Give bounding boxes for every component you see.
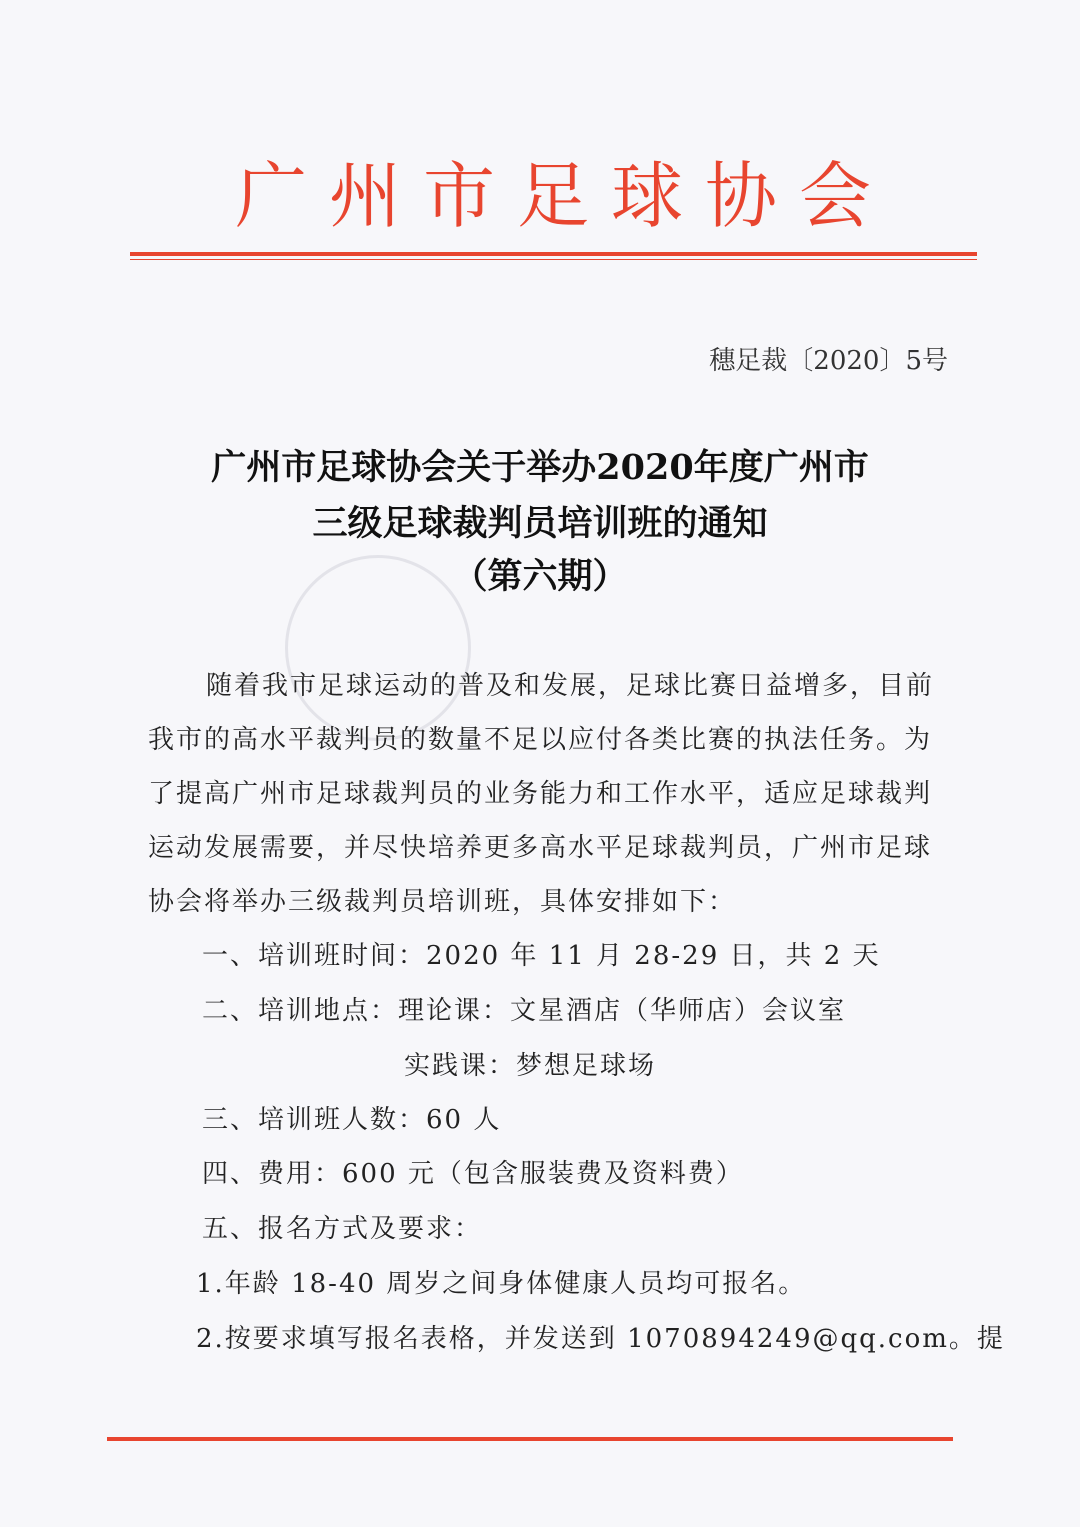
body-line: 随着我市足球运动的普及和发展，足球比赛日益增多，目前 (206, 671, 935, 701)
body-line: 我市的高水平裁判员的数量不足以应付各类比赛的执法任务。为 (148, 725, 933, 755)
registration-requirement-2: 2.按要求填写报名表格，并发送到 1070894249@qq.com。提 (196, 1324, 1005, 1354)
registration-requirement-1: 1.年龄 18-40 周岁之间身体健康人员均可报名。 (196, 1269, 807, 1299)
header-divider (130, 252, 977, 256)
item-fee: 四、费用：600 元（包含服装费及资料费） (202, 1159, 744, 1189)
body-line: 运动发展需要，并尽快培养更多高水平足球裁判员，广州市足球 (148, 833, 933, 863)
body-line: 协会将举办三级裁判员培训班，具体安排如下： (148, 887, 737, 917)
notice-title-line-1: 广州市足球协会关于举办2020年度广州市 (211, 447, 869, 488)
body-line: 了提高广州市足球裁判员的业务能力和工作水平，适应足球裁判 (148, 779, 933, 809)
item-location-practice: 实践课：梦想足球场 (404, 1051, 657, 1081)
notice-title-line-3: （第六期） (452, 556, 628, 597)
item-registration: 五、报名方式及要求： (202, 1214, 483, 1244)
organization-header: 广州市足球协会 (235, 154, 894, 238)
item-time: 一、培训班时间：2020 年 11 月 28-29 日，共 2 天 (202, 941, 881, 971)
notice-title-line-2: 三级足球裁判员培训班的通知 (312, 503, 768, 544)
item-capacity: 三、培训班人数：60 人 (202, 1105, 502, 1135)
header-divider-thin (130, 259, 977, 260)
footer-divider (107, 1437, 953, 1441)
item-location: 二、培训地点：理论课：文星酒店（华师店）会议室 (202, 996, 847, 1026)
document-number: 穗足裁〔2020〕5号 (709, 346, 948, 376)
